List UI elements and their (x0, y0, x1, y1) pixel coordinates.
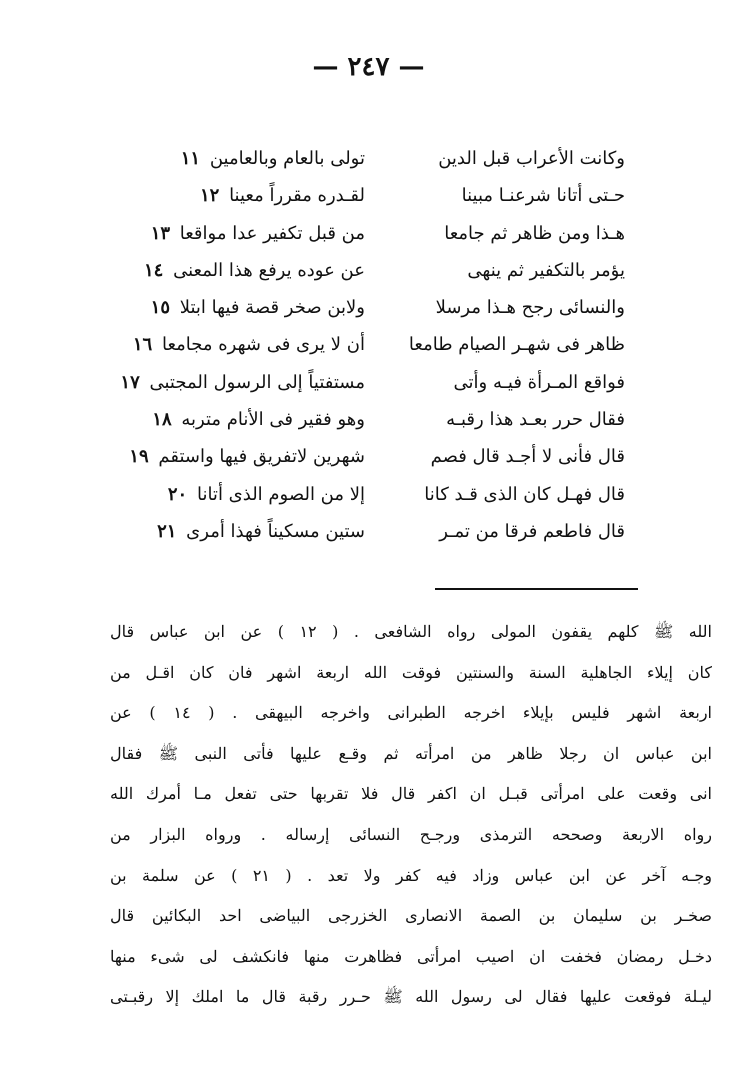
footnote-line: ابن عباس ان رجلا ظاهر من امرأته ثم وقـع عليها فأتى النبى ﷺ فقال (110, 743, 712, 763)
verse-text: أن لا يرى فى شهره مجامعا (161, 334, 365, 356)
verse-first-hemistich: قال فأنى لا أجـد قال فصم (430, 446, 625, 468)
verse-number: ١٥ (150, 297, 170, 319)
verse-first-hemistich: يؤمر بالتكفير ثم ينهى (467, 259, 625, 281)
footnote-line: الله ﷺ كلهم يقفون المولى رواه الشافعى . ( ١٢ ) عن ابن عباس قال (110, 622, 712, 641)
verse-line (135, 289, 625, 326)
verse-text: ستين مسكيناً فهذا أمرى (186, 520, 365, 542)
verse-number: ١٨ (152, 409, 172, 431)
verse-line (129, 438, 625, 475)
footnote-line: دخـل رمضان فخفت ان اصيب امرأتى فظاهرت منها فانكشف لى شىء منها (110, 946, 712, 966)
footnote-line: صخـر بن سليمان بن الصمة الانصارى الخزرجى البياضى احد البكائين قال (110, 906, 712, 926)
verse-second-hemistich (135, 401, 365, 438)
verse-text: تولى بالعام وبالعامين (209, 148, 365, 169)
verse-number: ١٣ (150, 222, 171, 244)
verse-second-hemistich (135, 476, 365, 513)
verse-text: من قبل تكفير عدا مواقعا (179, 222, 365, 244)
verse-second-hemistich (135, 215, 365, 252)
verse-first-hemistich: قال فاطعم فرقا من تمـر (439, 520, 625, 542)
verse-text: لقـدره مقرراً معينا (229, 185, 365, 207)
verse-line (135, 140, 625, 177)
verse-second-hemistich (135, 252, 365, 289)
verse-first-hemistich: والنسائى رجح هـذا مرسلا (435, 297, 625, 319)
footnote-line: رواه الاربعة وصححه الترمذى ورجـح النسائى إرساله . ورواه البزار من (110, 824, 712, 844)
verse-line (135, 177, 625, 214)
verse-text: ولابن صخر قصة فيها ابتلا (179, 297, 365, 319)
verse-line (132, 326, 625, 363)
verse-text: عن عوده يرفع هذا المعنى (173, 259, 365, 281)
footnote-line: اربعة اشهر فليس بإيلاء اخرجه الطبرانى واخرجه البيهقى . ( ١٤ ) عن (110, 703, 712, 723)
verse-line (135, 215, 625, 252)
page-number: — ٢٤٧ — (312, 52, 425, 82)
verse-number: ١٤ (144, 259, 164, 281)
verse-second-hemistich (135, 140, 365, 177)
verse-first-hemistich: حـتى أتانا شرعنـا مبينا (461, 185, 625, 207)
poem-verses (120, 140, 625, 550)
verse-first-hemistich: ظاهر فى شهـر الصيام طامعا (408, 334, 625, 356)
footnote-line: وجـه آخر عن ابن عباس وزاد فيه كفر ولا تعد . ( ٢١ ) عن سلمة بن (110, 865, 712, 885)
verse-second-hemistich (135, 289, 365, 326)
verse-text: شهرين لاتفريق فيها واستقم (158, 446, 365, 468)
verse-second-hemistich (129, 438, 365, 475)
verse-second-hemistich (120, 364, 365, 401)
footnote-line: كان إيلاء الجاهلية السنة والسنتين فوقت الله اربعة اشهر فان كان اقـل من (110, 662, 712, 682)
footnotes (110, 612, 712, 1018)
verse-second-hemistich (132, 326, 365, 363)
verse-second-hemistich (135, 513, 365, 550)
verse-text: إلا من الصوم الذى أتانا (196, 483, 365, 505)
verse-number: ١٦ (132, 334, 153, 356)
verse-second-hemistich (135, 177, 365, 214)
verse-first-hemistich: وكانت الأعراب قبل الدين (438, 148, 625, 169)
verse-number: ١٧ (120, 371, 140, 393)
verse-number: ١٩ (129, 446, 149, 468)
verse-line (135, 401, 625, 438)
verse-first-hemistich: قال فهـل كان الذى قـد كانا (424, 483, 625, 505)
footnote-line: ليـلة فوقعت عليها فقال لى رسول الله ﷺ حـرر رقبة قال ما املك إلا رقبـتى (110, 987, 712, 1007)
verse-number: ١٢ (199, 185, 220, 207)
footnote-divider (435, 588, 638, 590)
verse-line (135, 476, 625, 513)
verse-first-hemistich: فواقع المـرأة فيـه وأتى (453, 371, 625, 393)
verse-line (120, 364, 625, 401)
verse-first-hemistich: هـذا ومن ظاهر ثم جامعا (444, 222, 625, 244)
verse-text: مستفتياً إلى الرسول المجتبى (149, 371, 365, 393)
verse-text: وهو فقير فى الأنام متربه (181, 409, 365, 431)
verse-line (135, 252, 625, 289)
verse-number: ١١ (180, 148, 201, 169)
verse-first-hemistich: فقال حرر بعـد هذا رقبـه (446, 409, 625, 431)
verse-number: ٢١ (157, 520, 177, 542)
verse-line (135, 513, 625, 550)
footnote-line: انى وقعت على امرأتى قبـل ان اكفر قال فلا تقربها حتى تفعل مـا أمرك الله (110, 784, 712, 804)
verse-number: ٢٠ (167, 483, 188, 505)
